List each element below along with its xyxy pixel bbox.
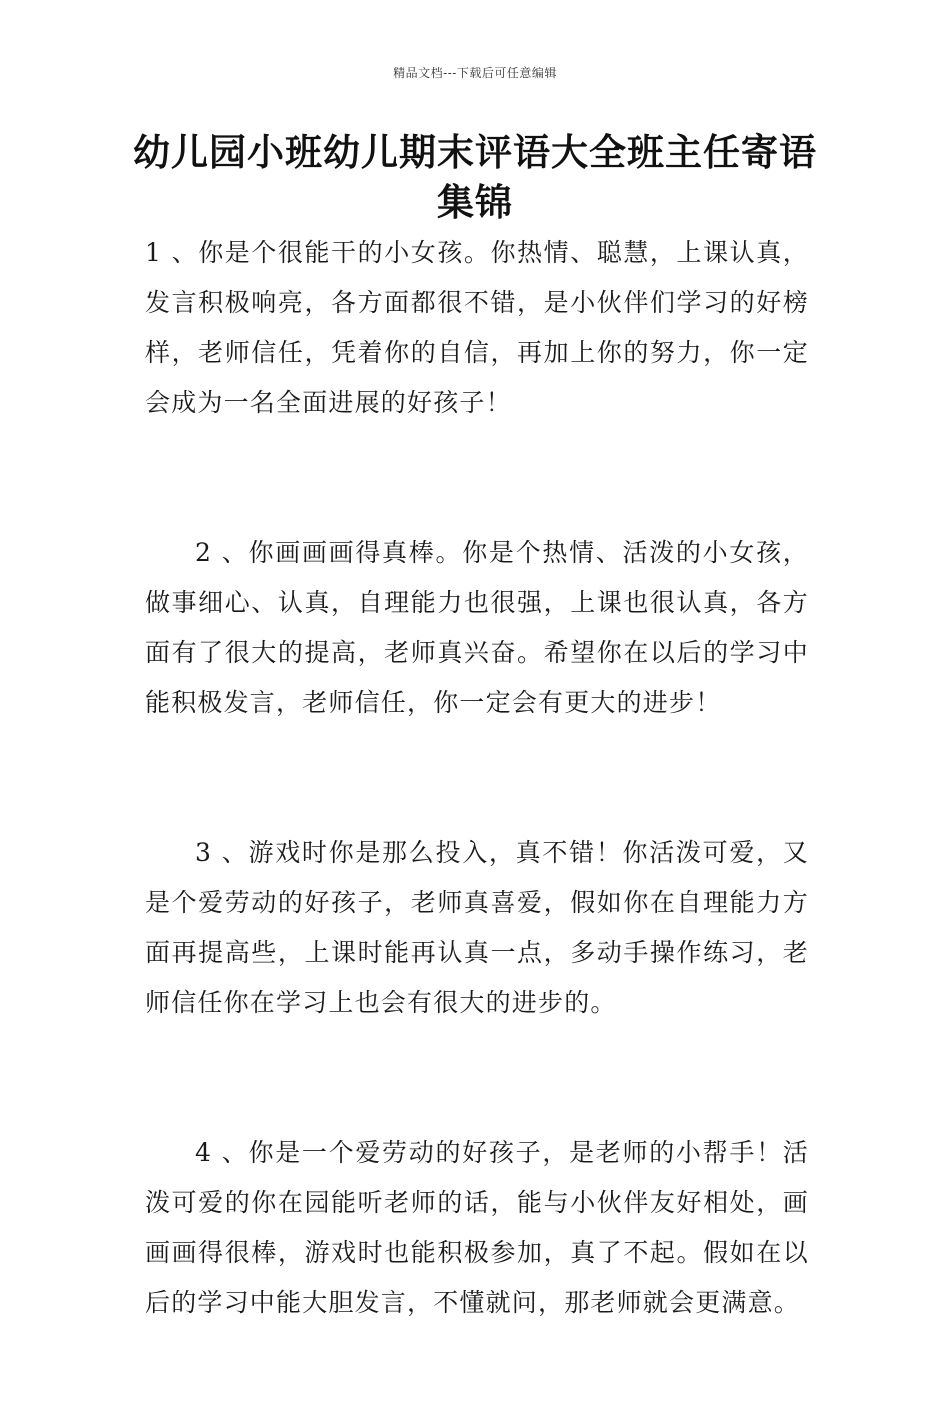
header-note: 精品文档---下载后可任意编辑: [393, 66, 557, 80]
paragraph-4: 4 、你是一个爱劳动的好孩子，是老师的小帮手！活泼可爱的你在园能听老师的话，能与小伙伴友好相处，画画画得很棒，游戏时也能积极参加，真了不起。假如在以后的学习中能大胆发言，不懂就问，那老师就会更满意。: [145, 1138, 809, 1317]
paragraph-1: 1 、你是个很能干的小女孩。你热情、聪慧，上课认真，发言积极响亮，各方面都很不错，是小伙伴们学习的好榜样，老师信任，凭着你的自信，再加上你的努力，你一定会成为一名全面进展的好孩子！: [145, 238, 809, 417]
paragraph-3: 3 、游戏时你是那么投入，真不错！你活泼可爱，又是个爱劳动的好孩子，老师真喜爱，假如你在自理能力方面再提高些，上课时能再认真一点，多动手操作练习，老师信任你在学习上也会有很大的进步的。: [145, 838, 809, 1017]
document-title: 幼儿园小班幼儿期末评语大全班主任寄语集锦: [133, 131, 817, 224]
document-body: [145, 228, 809, 1428]
paragraph-2: 2 、你画画画得真棒。你是个热情、活泼的小女孩，做事细心、认真，自理能力也很强，上课也很认真，各方面有了很大的提高，老师真兴奋。希望你在以后的学习中能积极发言，老师信任，你一定会有更大的进步！: [145, 538, 809, 717]
